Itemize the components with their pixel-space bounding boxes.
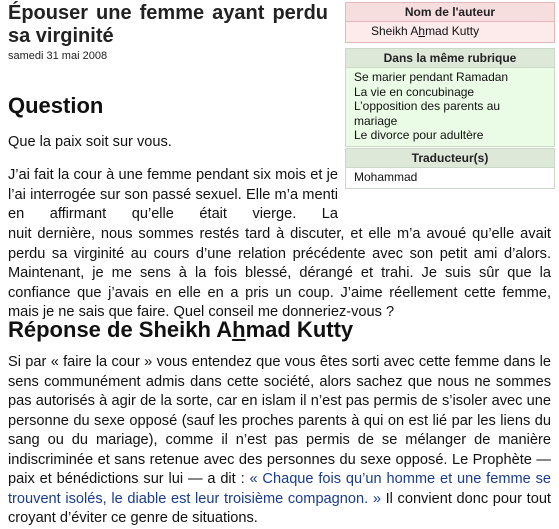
question-heading: Question xyxy=(8,93,104,118)
translator-name[interactable]: Mohammad xyxy=(346,168,554,188)
same-rubrique-list xyxy=(346,68,554,146)
answer-text-before: Si par « faire la cour » vous entendez que vous êtes sorti avec cette femme dans le sens communément admis dans cette société, alors sachez que nous ne sommes pas autorisés à agir de la sorte, car en islam il n’est pas permis de s’isoler avec une personne du sexe opposé (sauf les proches parents à qui on est lié par les liens du sang ou du mariage), comme il n’est pas permis de se mélanger de manière indiscriminée et sans retenue avec des personnes du sexe opposé. Le Prophète — paix et bénédictions sur lui — a dit : xyxy=(8,354,551,487)
answer-heading xyxy=(8,316,353,344)
prophet-quote: « Chaque fois qu’un homme et une femme se trouvent isolés, le diable est leur troisième compagnon. » xyxy=(8,471,551,507)
author-box-heading: Nom de l'auteur xyxy=(346,3,554,22)
same-rubrique-heading: Dans la même rubrique xyxy=(346,49,554,68)
translator-box-heading: Traducteur(s) xyxy=(346,149,554,168)
rubrique-link[interactable]: Se marier pendant Ramadan xyxy=(354,70,509,84)
answer-text-after: Il convient donc pour tout croyant d’éviter ce genre de situations. xyxy=(8,490,551,526)
author-name-suffix: mad Kutty xyxy=(425,24,480,38)
question-paragraph-2: nuit dernière, nous sommes restés tard à discuter, et elle m’a avoué qu’elle avait perdu sa virginité au cours d’une relation précédente avec son petit ami d’alors. Maintenant, je me sens à la fois blessé, dérangé et trahi. Je suis sûr que la confiance que j’avais en elle en a pris un coup. J’aime réellement cette femme, mais je ne sais que faire. Quel conseil me donneriez-vous ? xyxy=(8,226,551,320)
author-name-prefix: Sheikh A xyxy=(371,24,419,38)
answer-heading-underlined: h xyxy=(232,317,246,342)
rubrique-link[interactable]: Le divorce pour adultère xyxy=(354,128,484,142)
answer-heading-prefix: Réponse de Sheikh A xyxy=(8,317,233,342)
author-name-underlined: h xyxy=(418,24,426,38)
rubrique-link[interactable]: L’opposition des parents au mariage xyxy=(354,99,501,128)
translator-box xyxy=(345,148,555,189)
question-paragraph-1: J’ai fait la cour à une femme pendant six mois et je l’ai interrogée sur son passé sexuel. Elle m’a menti en affirmant qu’elle était vierge. La xyxy=(8,167,338,222)
same-rubrique-box xyxy=(345,48,555,147)
answer-heading-suffix: mad Kutty xyxy=(245,317,354,342)
author-name[interactable] xyxy=(346,22,554,42)
rubrique-link[interactable]: La vie en concubinage xyxy=(354,84,475,99)
article-title: Épouser une femme ayant perdu sa virginité xyxy=(8,2,328,47)
answer-paragraph xyxy=(8,353,551,529)
author-box xyxy=(345,2,555,43)
article-date: samedi 31 mai 2008 xyxy=(8,50,108,62)
question-greeting: Que la paix soit sur vous. xyxy=(8,134,172,150)
